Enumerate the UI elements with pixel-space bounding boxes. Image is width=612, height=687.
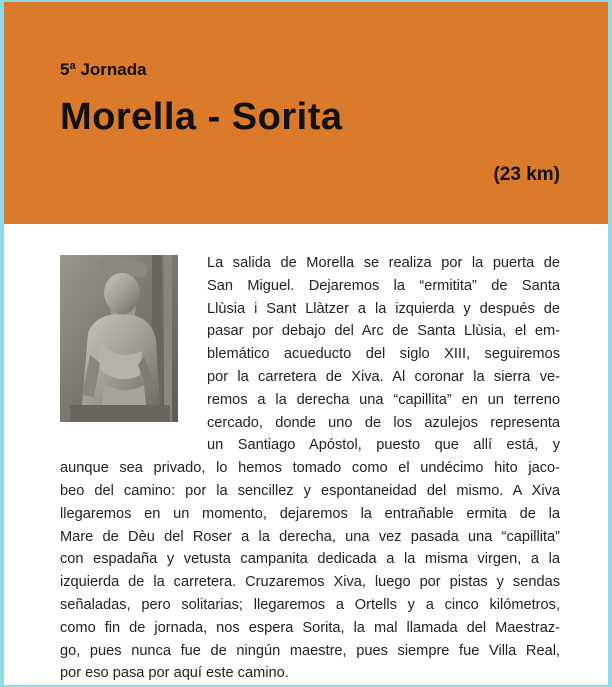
text-line: Mare de Dèu del Roser a la derecha, una vez pasada una “capillita” bbox=[60, 528, 560, 545]
text-line: go, pues nunca fue de ningún maestre, pues siempre fue Villa Real, bbox=[60, 642, 560, 659]
text-line: por la carretera de Xiva. Al coronar la sierra ve- bbox=[207, 369, 560, 385]
text-line: llegaremos en un momento, dejaremos la entrañable ermita de la bbox=[60, 505, 560, 522]
text-line: como fin de jornada, nos espera Sorita, la mal llamada del Maestraz- bbox=[60, 619, 560, 636]
stage-label: 5ª Jornada bbox=[60, 60, 147, 79]
text-line: izquierda de la carretera. Cruzaremos Xiva, luego por pistas y sendas bbox=[60, 574, 560, 591]
statue-photo bbox=[60, 255, 178, 422]
distance-label: (23 km) bbox=[493, 164, 560, 185]
text-line: beo del camino: por la sencillez y espontaneidad del mismo. A Xiva bbox=[60, 483, 560, 499]
text-line: remos a la derecha una “capillita” en un terreno bbox=[207, 391, 560, 408]
text-line: con espadaña y vetusta campanita dedicada a la misma virgen, a la bbox=[60, 551, 560, 568]
text-line: por eso pasa por aquí este camino. bbox=[60, 665, 289, 682]
text-line: cercado, donde uno de los azulejos representa bbox=[207, 414, 560, 431]
text-line: un Santiago Apóstol, puesto que allí está, y bbox=[207, 437, 560, 454]
text-line: La salida de Morella se realiza por la puerta de bbox=[207, 255, 560, 271]
text-line: San Miguel. Dejaremos la “ermitita” de Santa bbox=[207, 277, 560, 294]
text-line: aunque sea privado, lo hemos tomado como el undécimo hito jaco- bbox=[60, 460, 560, 477]
header-banner bbox=[4, 2, 608, 224]
text-line: pasar por debajo del Arc de Santa Llùsia, el em- bbox=[207, 323, 560, 340]
stone-statue-icon bbox=[60, 255, 178, 422]
text-line: señaladas, pero solitarias; llegaremos a Ortells y a cinco kilómetros, bbox=[60, 597, 560, 613]
text-line: blemático acueducto del siglo XIII, seguiremos bbox=[207, 346, 560, 363]
page bbox=[4, 2, 608, 685]
page-title: Morella - Sorita bbox=[60, 96, 343, 138]
text-line: Llùsia i Sant Llàtzer a la izquierda y después de bbox=[207, 300, 560, 317]
